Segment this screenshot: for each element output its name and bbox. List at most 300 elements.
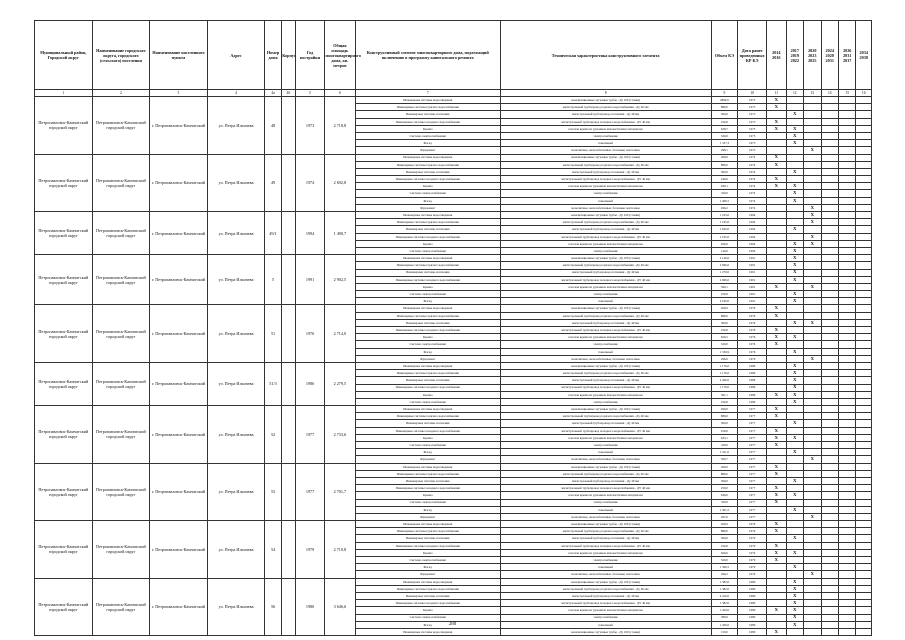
element-spec-cell: канализационные чугунные трубы - Ду 100 (стояки) (500, 463, 711, 470)
prior-repair-date-cell: 1994 (738, 226, 767, 233)
period-mark-cell (821, 104, 838, 111)
period-mark-cell (821, 219, 838, 226)
period-mark-cell: X (786, 291, 803, 298)
volume-cell: 1 165,0 (711, 219, 738, 226)
period-mark-cell (821, 377, 838, 384)
period-mark-cell (821, 492, 838, 499)
period-mark-cell (838, 104, 855, 111)
element-spec-cell: магистральный трубопровод отопления - Ду 40 мм (500, 420, 711, 427)
period-mark-cell (838, 521, 855, 528)
period-mark-cell (838, 291, 855, 298)
period-mark-cell (838, 607, 855, 614)
volume-cell: 1 382,0 (711, 585, 738, 592)
period-mark-cell (856, 161, 872, 168)
period-mark-cell (856, 140, 872, 147)
period-mark-cell (821, 592, 838, 599)
period-mark-cell (767, 255, 787, 262)
period-mark-cell (786, 154, 803, 161)
period-mark-cell (856, 427, 872, 434)
period-mark-cell (821, 513, 838, 520)
header-cell: 2024 2028 2031 (821, 21, 838, 90)
building-corpus-cell (281, 255, 295, 305)
prior-repair-date-cell: 1979 (738, 542, 767, 549)
settlement-cell: Петропавловск-Камчатский городской округ (92, 578, 150, 636)
period-mark-cell (821, 291, 838, 298)
element-name-cell: Инженерные системы водоотведения (355, 154, 500, 161)
period-mark-cell (856, 485, 872, 492)
element-name-cell: Фасад (355, 348, 500, 355)
column-number: 7 (355, 90, 500, 97)
volume-cell: 1 165,0 (711, 212, 738, 219)
period-mark-cell (786, 485, 803, 492)
volume-cell: 380,0 (711, 614, 738, 621)
period-mark-cell (856, 255, 872, 262)
period-mark-cell (821, 406, 838, 413)
volume-cell: 880,0 (711, 312, 738, 319)
period-mark-cell (786, 233, 803, 240)
period-mark-cell: X (767, 463, 787, 470)
period-mark-cell (856, 168, 872, 175)
volume-cell: 636,0 (711, 492, 738, 499)
period-mark-cell (838, 362, 855, 369)
period-mark-cell: X (786, 240, 803, 247)
period-mark-cell (821, 571, 838, 578)
column-number: 10 (738, 90, 767, 97)
element-spec-cell: магистральный трубопровод холодного водоснабжения - ДУ 40 мм (500, 485, 711, 492)
element-name-cell: Инженерные системы холодного водоснабжения (355, 485, 500, 492)
period-mark-cell (804, 535, 821, 542)
building-corpus-cell (281, 154, 295, 212)
period-mark-cell: X (804, 233, 821, 240)
period-mark-cell (804, 528, 821, 535)
period-mark-cell (856, 506, 872, 513)
period-mark-cell (804, 585, 821, 592)
prior-repair-date-cell: 1979 (738, 557, 767, 564)
volume-cell: 880,0 (711, 470, 738, 477)
period-mark-cell: X (786, 298, 803, 305)
area-cell: 2 714,0 (324, 305, 355, 363)
period-mark-cell (821, 298, 838, 305)
building-corpus-cell (281, 406, 295, 464)
period-mark-cell (821, 118, 838, 125)
period-mark-cell (786, 219, 803, 226)
volume-cell: 2 966,0 (711, 262, 738, 269)
area-cell: 2 692,8 (324, 154, 355, 212)
element-spec-cell: канализационные чугунные трубы - Ду 100 (стояки) (500, 305, 711, 312)
period-mark-cell (838, 449, 855, 456)
period-mark-cell (767, 291, 787, 298)
period-mark-cell: X (786, 585, 803, 592)
element-name-cell: Инженерные системы водоотведения (355, 463, 500, 470)
period-mark-cell: X (767, 341, 787, 348)
period-mark-cell (767, 370, 787, 377)
period-mark-cell: X (767, 557, 787, 564)
element-spec-cell: панельный (500, 449, 711, 456)
element-name-cell: Система электроснабжения (355, 341, 500, 348)
address-cell: ул. Петра Ильичева (207, 362, 265, 405)
volume-cell: 1 382,0 (711, 600, 738, 607)
element-spec-cell: плоская крыша из рулонных или мастичных материалов (500, 240, 711, 247)
period-mark-cell (804, 506, 821, 513)
period-mark-cell: X (786, 247, 803, 254)
area-cell: 2 710,8 (324, 521, 355, 579)
element-name-cell: Инженерные системы водоотведения (355, 97, 500, 104)
build-year-cell: 1974 (296, 154, 325, 212)
prior-repair-date-cell: 1980 (738, 600, 767, 607)
element-name-cell: Инженерные системы водоотведения (355, 362, 500, 369)
period-mark-cell (804, 391, 821, 398)
element-name-cell: Инженерные системы холодного водоснабжения (355, 384, 500, 391)
period-mark-cell (856, 377, 872, 384)
element-name-cell: Инженерные системы горячего водоснабжения (355, 413, 500, 420)
element-name-cell: Инженерные системы отопления (355, 168, 500, 175)
period-mark-cell: X (767, 104, 787, 111)
prior-repair-date-cell: 1973 (738, 104, 767, 111)
table-row (35, 255, 872, 262)
prior-repair-date-cell: 1977 (738, 470, 767, 477)
period-mark-cell (838, 298, 855, 305)
period-mark-cell (856, 355, 872, 362)
period-mark-cell (856, 406, 872, 413)
prior-repair-date-cell: 1974 (738, 154, 767, 161)
period-mark-cell: X (786, 614, 803, 621)
element-spec-cell: электроснабжение (500, 132, 711, 139)
period-mark-cell (856, 233, 872, 240)
element-name-cell: Крыша (355, 125, 500, 132)
period-mark-cell: X (767, 334, 787, 341)
period-mark-cell (838, 212, 855, 219)
period-mark-cell (821, 542, 838, 549)
period-mark-cell (856, 456, 872, 463)
element-name-cell: Инженерные системы холодного водоснабжения (355, 427, 500, 434)
period-mark-cell (767, 456, 787, 463)
element-name-cell: Инженерные системы отопления (355, 592, 500, 599)
element-name-cell: Фасад (355, 621, 500, 628)
element-name-cell: Инженерные системы отопления (355, 377, 500, 384)
volume-cell: 2 446,0 (711, 377, 738, 384)
period-mark-cell (821, 132, 838, 139)
period-mark-cell (838, 355, 855, 362)
element-spec-cell: магистральный трубопровод холодного водоснабжения - ДУ 40 мм (500, 233, 711, 240)
period-mark-cell (767, 262, 787, 269)
prior-repair-date-cell: 1986 (738, 377, 767, 384)
period-mark-cell (821, 391, 838, 398)
volume-cell: 260,0 (711, 154, 738, 161)
period-mark-cell (786, 212, 803, 219)
element-name-cell: Фундамент (355, 147, 500, 154)
address-cell: ул. Петра Ильичева (207, 212, 265, 255)
period-mark-cell (804, 578, 821, 585)
period-mark-cell: X (767, 485, 787, 492)
build-year-cell: 1994 (296, 212, 325, 255)
period-mark-cell (856, 607, 872, 614)
period-mark-cell: X (786, 370, 803, 377)
element-spec-cell: магистральный трубопровод холодного водоснабжения - ДУ 40 мм (500, 427, 711, 434)
period-mark-cell (804, 427, 821, 434)
house-number-cell: 48 (265, 97, 281, 155)
table-row (35, 406, 872, 413)
element-spec-cell: плоская крыша из рулонных или мастичных материалов (500, 334, 711, 341)
period-mark-cell (856, 370, 872, 377)
element-spec-cell: магистральный трубопровод отопления - Ду 40 мм (500, 226, 711, 233)
period-mark-cell: X (767, 607, 787, 614)
period-mark-cell (804, 370, 821, 377)
prior-repair-date-cell: 1980 (738, 585, 767, 592)
element-spec-cell: магистральный трубопровод горячего водоснабжения - Ду 40 мм (500, 312, 711, 319)
period-mark-cell (838, 262, 855, 269)
period-mark-cell (838, 614, 855, 621)
header-cell: Адрес (207, 21, 265, 90)
period-mark-cell (856, 276, 872, 283)
period-mark-cell (856, 535, 872, 542)
element-spec-cell: магистральный трубопровод отопления - Ду 40 мм (500, 269, 711, 276)
build-year-cell: 1980 (296, 578, 325, 636)
period-mark-cell (838, 477, 855, 484)
period-mark-cell (821, 262, 838, 269)
period-mark-cell (821, 111, 838, 118)
period-mark-cell: X (767, 176, 787, 183)
period-mark-cell (767, 600, 787, 607)
period-mark-cell: X (767, 628, 787, 635)
period-mark-cell: X (767, 125, 787, 132)
element-spec-cell: электроснабжение (500, 557, 711, 564)
element-spec-cell: плоская крыша из рулонных или мастичных материалов (500, 549, 711, 556)
period-mark-cell (821, 413, 838, 420)
period-mark-cell (821, 190, 838, 197)
period-mark-cell (856, 542, 872, 549)
prior-repair-date-cell: 1977 (738, 420, 767, 427)
period-mark-cell (838, 161, 855, 168)
period-mark-cell (838, 592, 855, 599)
period-mark-cell: X (786, 132, 803, 139)
period-mark-cell (804, 334, 821, 341)
prior-repair-date-cell: 1980 (738, 628, 767, 635)
element-name-cell: Система электроснабжения (355, 442, 500, 449)
period-mark-cell (838, 204, 855, 211)
period-mark-cell (856, 470, 872, 477)
volume-cell: 2 966,0 (711, 276, 738, 283)
period-mark-cell (821, 255, 838, 262)
settlement-cell: Петропавловск-Камчатский городской округ (92, 97, 150, 155)
element-spec-cell: магистральный трубопровод горячего водоснабжения - Ду 40 мм (500, 370, 711, 377)
period-mark-cell: X (786, 535, 803, 542)
header-cell: 2026 2031 2037 (838, 21, 855, 90)
period-mark-cell (767, 592, 787, 599)
address-cell: ул. Петра Ильичева (207, 154, 265, 212)
prior-repair-date-cell: 1976 (738, 334, 767, 341)
period-mark-cell (767, 477, 787, 484)
volume-cell: 635,1 (711, 434, 738, 441)
element-name-cell: Инженерные системы холодного водоснабжения (355, 600, 500, 607)
period-mark-cell (821, 456, 838, 463)
element-spec-cell: электроснабжение (500, 614, 711, 621)
prior-repair-date-cell: 1977 (738, 449, 767, 456)
period-mark-cell: X (804, 204, 821, 211)
prior-repair-date-cell: 1976 (738, 319, 767, 326)
element-name-cell: Фасад (355, 564, 500, 571)
period-mark-cell (856, 298, 872, 305)
prior-repair-date-cell: 1973 (738, 125, 767, 132)
period-mark-cell (804, 549, 821, 556)
period-mark-cell (838, 168, 855, 175)
header-cell: Объем КЭ (711, 21, 738, 90)
period-mark-cell (804, 420, 821, 427)
period-mark-cell (767, 226, 787, 233)
period-mark-cell (821, 528, 838, 535)
element-spec-cell: магистральный трубопровод отопления - Ду 40 мм (500, 319, 711, 326)
element-spec-cell: панельный (500, 348, 711, 355)
period-mark-cell (767, 384, 787, 391)
prior-repair-date-cell: 1977 (738, 463, 767, 470)
period-mark-cell (804, 132, 821, 139)
prior-repair-date-cell: 1974 (738, 161, 767, 168)
period-mark-cell (786, 499, 803, 506)
volume-cell: 260,0 (711, 463, 738, 470)
period-mark-cell (838, 334, 855, 341)
period-mark-cell (804, 190, 821, 197)
period-mark-cell: X (786, 506, 803, 513)
element-spec-cell: канализационные чугунные трубы - Ду 100 (стояки) (500, 97, 711, 104)
element-spec-cell: магистральный трубопровод отопления - Ду 40 мм (500, 168, 711, 175)
element-name-cell: Инженерные системы водоотведения (355, 406, 500, 413)
build-year-cell: 1976 (296, 305, 325, 363)
element-spec-cell: электроснабжение (500, 291, 711, 298)
period-mark-cell (786, 104, 803, 111)
volume-cell: 240,0 (711, 176, 738, 183)
prior-repair-date-cell: 1986 (738, 384, 767, 391)
element-spec-cell: магистральный трубопровод отопления - Ду 40 мм (500, 477, 711, 484)
period-mark-cell (821, 140, 838, 147)
period-mark-cell (838, 197, 855, 204)
period-mark-cell (821, 161, 838, 168)
district-cell: Петропавловск-Камчатский городской округ (35, 212, 93, 255)
element-name-cell: Крыша (355, 607, 500, 614)
period-mark-cell (767, 147, 787, 154)
element-spec-cell: плоская крыша из рулонных или мастичных материалов (500, 391, 711, 398)
period-mark-cell (838, 485, 855, 492)
prior-repair-date-cell: 1986 (738, 391, 767, 398)
period-mark-cell (856, 247, 872, 254)
locality-cell: г. Петропавловск-Камчатский (150, 305, 208, 363)
period-mark-cell (786, 521, 803, 528)
period-mark-cell (786, 470, 803, 477)
district-cell: Петропавловск-Камчатский городской округ (35, 521, 93, 579)
period-mark-cell (821, 499, 838, 506)
volume-cell: 260,0 (711, 521, 738, 528)
volume-cell: 300,0 (711, 477, 738, 484)
period-mark-cell (786, 341, 803, 348)
header-cell: Техническая характеристика конструктивного элемента (500, 21, 711, 90)
period-mark-cell (838, 492, 855, 499)
period-mark-cell (838, 549, 855, 556)
period-mark-cell (856, 240, 872, 247)
column-number: 16 (856, 90, 872, 97)
period-mark-cell (804, 406, 821, 413)
table-row (35, 463, 872, 470)
period-mark-cell (821, 276, 838, 283)
period-mark-cell (804, 485, 821, 492)
element-spec-cell: электроснабжение (500, 499, 711, 506)
prior-repair-date-cell: 1973 (738, 97, 767, 104)
element-spec-cell: панельный (500, 564, 711, 571)
period-mark-cell: X (786, 183, 803, 190)
address-cell: ул. Петра Ильичева (207, 578, 265, 636)
header-cell: Наименование населенного пункта (150, 21, 208, 90)
period-mark-cell (767, 362, 787, 369)
house-number-cell: 5 (265, 255, 281, 305)
period-mark-cell (821, 154, 838, 161)
period-mark-cell (821, 283, 838, 290)
period-mark-cell (838, 255, 855, 262)
building-corpus-cell (281, 97, 295, 155)
period-mark-cell (821, 506, 838, 513)
period-mark-cell (804, 463, 821, 470)
building-corpus-cell (281, 212, 295, 255)
volume-cell: 260,0 (711, 305, 738, 312)
period-mark-cell (838, 370, 855, 377)
period-mark-cell (804, 614, 821, 621)
period-mark-cell (767, 398, 787, 405)
period-mark-cell (804, 125, 821, 132)
period-mark-cell (856, 513, 872, 520)
element-name-cell: Инженерные системы отопления (355, 477, 500, 484)
element-name-cell: Инженерные системы горячего водоснабжения (355, 312, 500, 319)
table-row (35, 97, 872, 104)
period-mark-cell (856, 154, 872, 161)
prior-repair-date-cell: 1994 (738, 233, 767, 240)
period-mark-cell: X (767, 442, 787, 449)
period-mark-cell (838, 147, 855, 154)
period-mark-cell: X (786, 592, 803, 599)
volume-cell: 1 321,0 (711, 449, 738, 456)
volume-cell: 300,7 (711, 456, 738, 463)
period-mark-cell (856, 628, 872, 635)
area-cell: 2 701,7 (324, 463, 355, 521)
period-mark-cell: X (786, 197, 803, 204)
period-mark-cell (804, 168, 821, 175)
period-mark-cell: X (804, 212, 821, 219)
period-mark-cell (838, 528, 855, 535)
prior-repair-date-cell: 1991 (738, 298, 767, 305)
period-mark-cell (767, 319, 787, 326)
period-mark-cell (856, 348, 872, 355)
element-name-cell: Крыша (355, 283, 500, 290)
table-body (35, 97, 872, 636)
prior-repair-date-cell: 1977 (738, 477, 767, 484)
area-cell: 1 490,7 (324, 212, 355, 255)
period-mark-cell (838, 420, 855, 427)
period-mark-cell (856, 262, 872, 269)
element-name-cell: Инженерные системы горячего водоснабжения (355, 470, 500, 477)
element-spec-cell: электроснабжение (500, 247, 711, 254)
period-mark-cell (856, 176, 872, 183)
period-mark-cell: X (786, 111, 803, 118)
period-mark-cell (786, 283, 803, 290)
building-corpus-cell (281, 521, 295, 579)
period-mark-cell: X (786, 276, 803, 283)
prior-repair-date-cell: 1974 (738, 168, 767, 175)
settlement-cell: Петропавловск-Камчатский городской округ (92, 255, 150, 305)
prior-repair-date-cell: 1974 (738, 183, 767, 190)
period-mark-cell (804, 434, 821, 441)
period-mark-cell (856, 391, 872, 398)
period-mark-cell (821, 420, 838, 427)
period-mark-cell (767, 212, 787, 219)
period-mark-cell (838, 600, 855, 607)
element-spec-cell: магистральный трубопровод холодного водоснабжения - ДУ 40 мм (500, 542, 711, 549)
volume-cell: 1 306,5 (711, 564, 738, 571)
period-mark-cell (821, 485, 838, 492)
